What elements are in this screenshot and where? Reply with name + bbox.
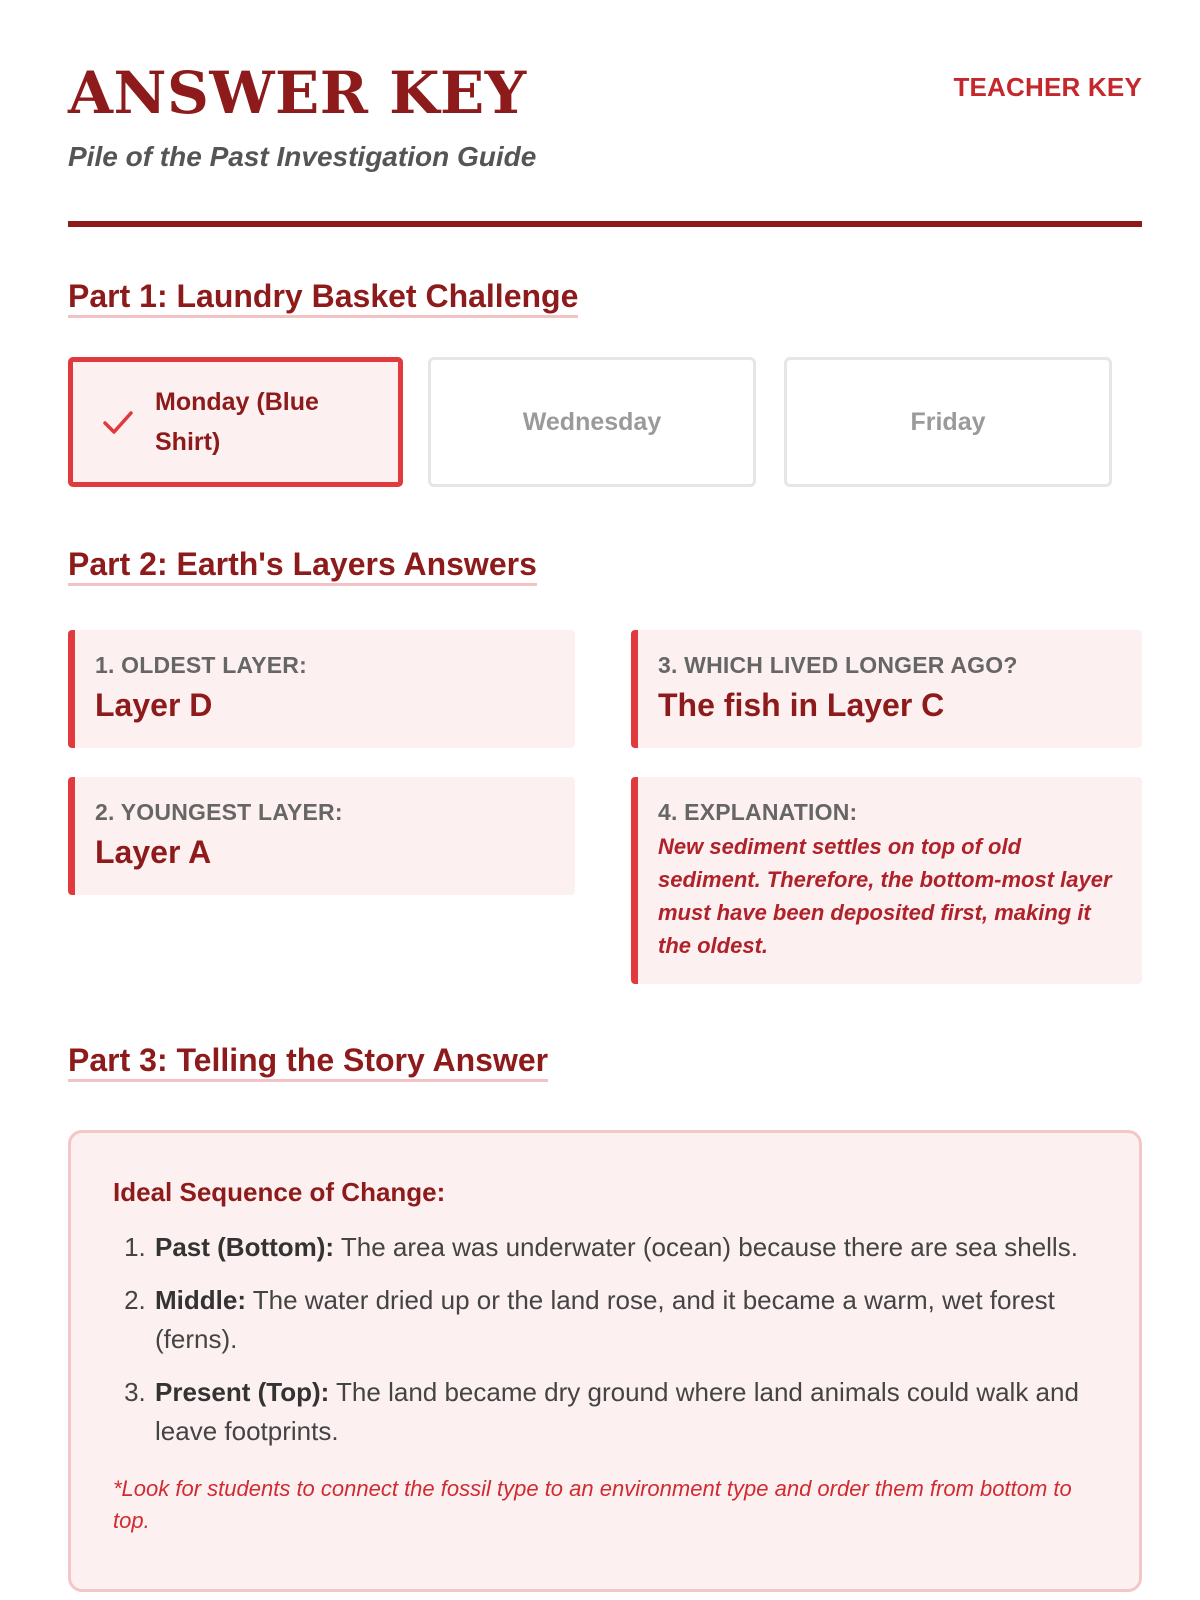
answer-card-longer-ago (631, 630, 1142, 748)
choice-monday[interactable] (68, 357, 403, 487)
page-subtitle: Pile of the Past Investigation Guide (68, 141, 537, 172)
answer-card-explanation (631, 777, 1142, 984)
header-divider (68, 221, 1142, 227)
card-explanation: New sediment settles on top of old sediment. Therefore, the bottom-most layer must have been deposited first, making it the oldest. (658, 834, 1112, 958)
part3-heading: Part 3: Telling the Story Answer (68, 1041, 548, 1082)
page-title: ANSWER KEY (68, 59, 527, 127)
card-answer: Layer D (95, 687, 213, 723)
answer-key-page (68, 0, 1142, 1533)
teacher-note: *Look for students to connect the fossil type to an environment type and order them from bottom to top. (113, 1476, 1072, 1533)
sequence-list (113, 1228, 1099, 1451)
step-text: The land became dry ground where land animals could walk and leave footprints. (155, 1377, 1079, 1446)
story-subheading: Ideal Sequence of Change: (113, 1177, 446, 1207)
card-question: 2. YOUNGEST LAYER: (95, 799, 343, 825)
part1-heading: Part 1: Laundry Basket Challenge (68, 277, 578, 318)
choice-wednesday-label: Wednesday (522, 408, 662, 436)
choice-friday[interactable] (784, 357, 1112, 487)
check-icon (101, 405, 135, 439)
answer-card-youngest (68, 777, 575, 895)
step-text: The area was underwater (ocean) because there are sea shells. (334, 1232, 1078, 1262)
page-header (68, 0, 1142, 230)
list-item (153, 1373, 1099, 1451)
step-label: Past (Bottom): (155, 1232, 335, 1262)
list-item (153, 1228, 1099, 1267)
card-question: 3. WHICH LIVED LONGER AGO? (658, 652, 1018, 678)
choice-monday-label: Monday (Blue Shirt) (155, 388, 319, 456)
card-question: 4. EXPLANATION: (658, 799, 858, 825)
story-answer-box (68, 1130, 1142, 1592)
answer-card-oldest (68, 630, 575, 748)
laundry-choices (68, 357, 1142, 491)
choice-wednesday[interactable] (428, 357, 756, 487)
choice-friday-label: Friday (910, 408, 986, 436)
step-text: The water dried up or the land rose, and it became a warm, wet forest (ferns). (155, 1285, 1055, 1354)
step-label: Present (Top): (155, 1377, 330, 1407)
part2-heading: Part 2: Earth's Layers Answers (68, 545, 537, 586)
step-label: Middle: (155, 1285, 246, 1315)
teacher-key-badge: TEACHER KEY (953, 72, 1142, 102)
card-answer: The fish in Layer C (658, 687, 945, 723)
card-answer: Layer A (95, 834, 212, 870)
list-item (153, 1281, 1099, 1359)
card-question: 1. OLDEST LAYER: (95, 652, 307, 678)
